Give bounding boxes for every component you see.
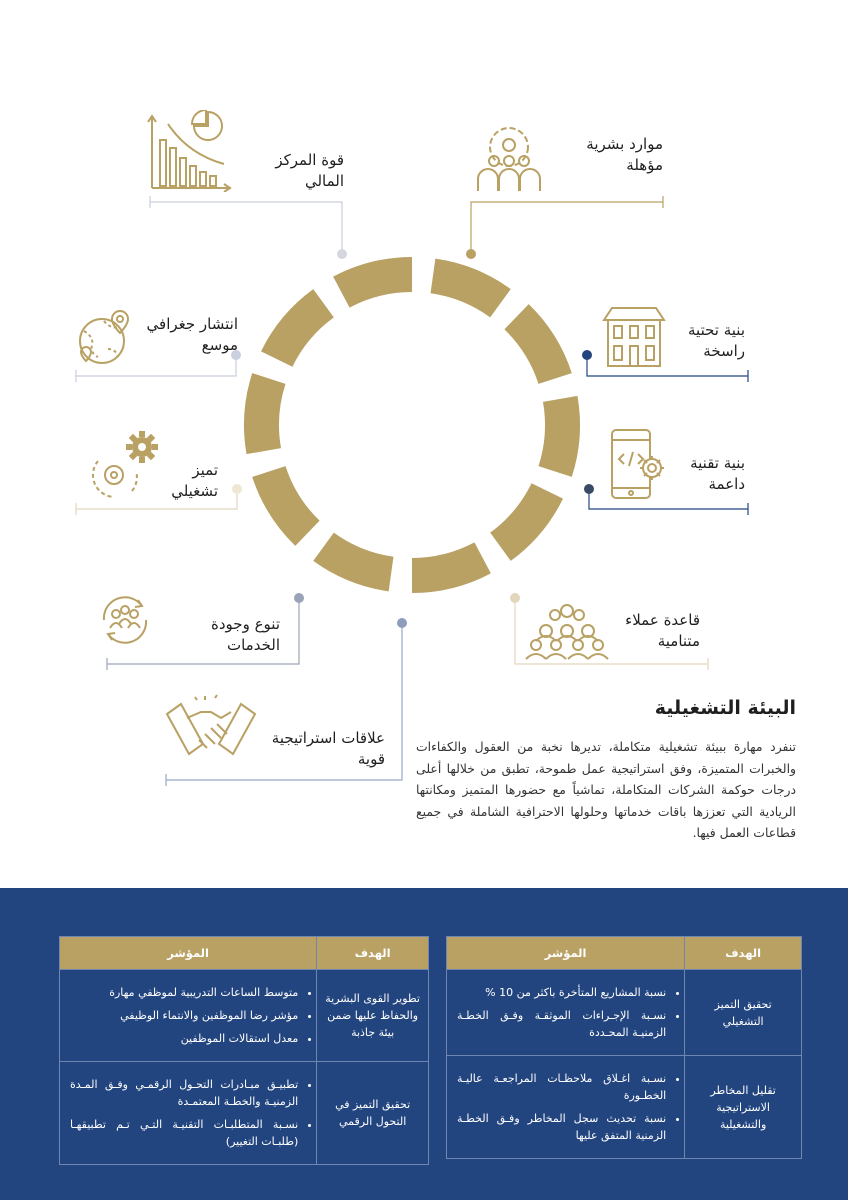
indicator-item: • مؤشر رضا الموظفين والانتماء الوظيفي bbox=[70, 1007, 298, 1024]
leader-hr bbox=[466, 196, 663, 259]
kpi-table-right bbox=[446, 936, 802, 1159]
label-infrastructure: بنية تحتية راسخة bbox=[688, 321, 745, 360]
indicator-item: • متوسط الساعات التدريبية لموظفي مهارة bbox=[70, 984, 298, 1001]
indicator-item: • معدل استقالات الموظفين bbox=[70, 1030, 298, 1047]
indicator-item: • نسبة المشاريع المتأخرة باكثر من 10 % bbox=[457, 984, 666, 1001]
label-tech: بنية تقنية داعمة bbox=[690, 454, 745, 493]
header-indicator: المؤشر bbox=[447, 937, 685, 970]
indicator-item: • تطبيـق مبـادرات التحـول الرقمـي وفـق المـدة الزمنيـة والخطـة المعتمـدة bbox=[70, 1076, 298, 1110]
label-geo: انتشار جغرافي موسع bbox=[146, 315, 238, 354]
leader-financial bbox=[150, 196, 347, 259]
header-goal: الهدف bbox=[685, 937, 802, 970]
label-services: تنوع وجودة الخدمات bbox=[211, 615, 280, 654]
header-indicator: المؤشر bbox=[60, 937, 317, 970]
goal-cell: تحقيق التميز التشغيلي bbox=[685, 970, 802, 1056]
indicator-item: • نسـبة اغـلاق ملاحظـات المراجعـة عاليـة الخطـورة bbox=[457, 1070, 666, 1104]
goal-cell: تحقيق التميز في التحول الرقمي bbox=[317, 1062, 429, 1165]
label-financial: قوة المركز المالي bbox=[275, 151, 344, 190]
label-clients: قاعدة عملاء متنامية bbox=[625, 611, 700, 650]
label-hr: موارد بشرية مؤهلة bbox=[586, 135, 663, 174]
section-title: البيئة التشغيلية bbox=[654, 697, 796, 719]
label-ops: تميز تشغيلي bbox=[171, 461, 218, 500]
indicator-item: • نسـبة المتطلبـات التقنيـة التـي تـم تطبيقهـا (طلبـات التغيير) bbox=[70, 1116, 298, 1150]
section-body: تنفرد مهارة ببيئة تشغيلية متكاملة، تديرها نخبة من العقول والكفاءات والخبرات المتميزة، وفق استراتيجية عمل طموحة، تطبق من خلالها أعلى درجات حوكمة الشركات المتكاملة، تماشياً مع حضورها المتميز ومكانتها الريادية التي تعززها باقات خدماتها وحلولها الاحترافية الشاملة في جميع قطاعات العمل فيها. bbox=[416, 739, 796, 840]
goal-cell: تقليل المخاطر الاستراتيجية والتشغيلية bbox=[685, 1056, 802, 1159]
indicator-item: • نسبة تحديث سجل المخاطر وفـق الخطـة الزمنية المتفق عليها bbox=[457, 1110, 666, 1144]
kpi-table-left bbox=[59, 936, 429, 1165]
goal-cell: تطوير القوى البشرية والحفاظ عليها ضمن بيئة جاذبة bbox=[317, 970, 429, 1062]
header-goal: الهدف bbox=[317, 937, 429, 970]
label-relations: علاقات استراتيجية قوية bbox=[271, 729, 385, 768]
indicator-item: • نسـبة الإجـراءات الموثقـة وفـق الخطـة الزمنيـة المحـددة bbox=[457, 1007, 666, 1041]
